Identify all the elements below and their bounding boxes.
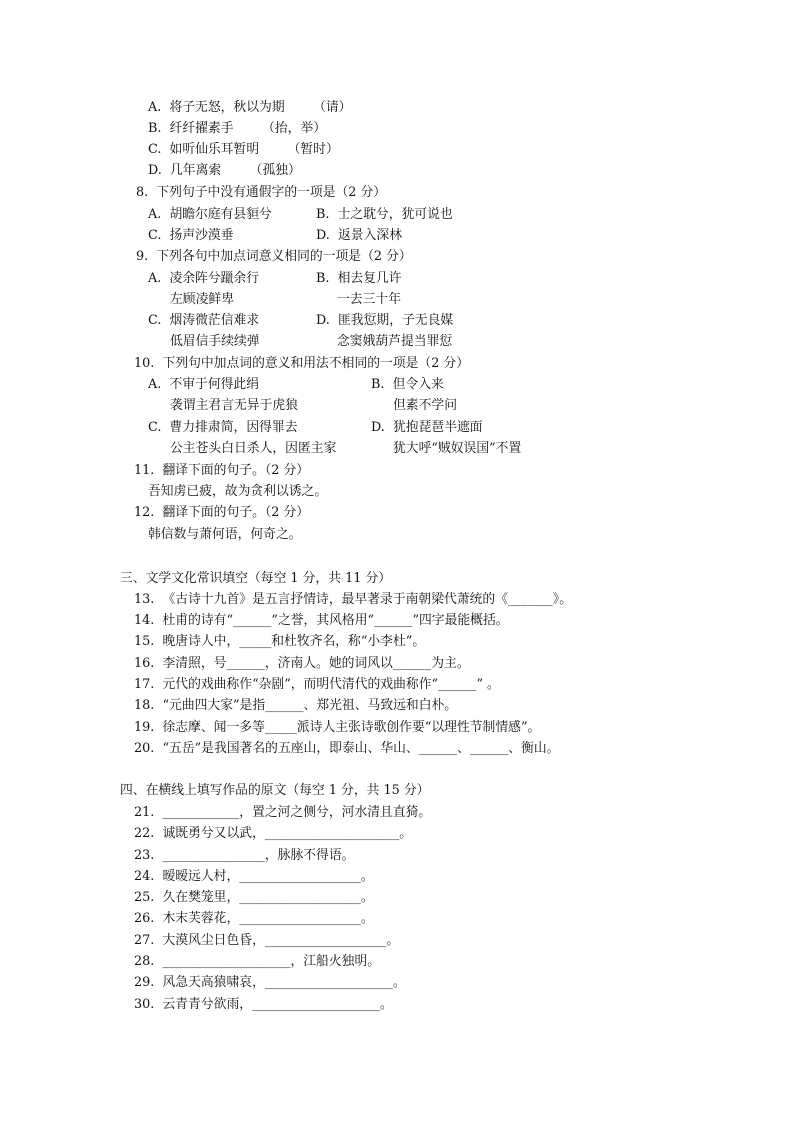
q9-stem: 9. 下列各句中加点词意义相同的一项是（2 分） (136, 249, 412, 264)
q22-recitation: 22. 诚既勇兮又以武，_____________________。 (134, 826, 413, 841)
q12-sentence: 韩信数与萧何语，何奇之。 (148, 527, 302, 542)
q10-option-b-line1: B. 但令入来 (371, 377, 444, 392)
q10-stem: 10. 下列句中加点词的意义和用法不相同的一项是（2 分） (134, 356, 470, 371)
q10-option-c-line2: 公主苍头白日杀人，因匿主家 (170, 441, 337, 456)
q9-option-d-line1: D. 匪我愆期，子无良媒 (316, 313, 454, 328)
q11-sentence: 吾知虏已疲，故为贪利以诱之。 (148, 484, 328, 499)
q10-option-d-line1: D. 犹抱琵琶半遮面 (371, 420, 483, 435)
q28-recitation: 28. ____________________，江船火独明。 (134, 954, 381, 969)
q14-fill-blank: 14. 杜甫的诗有“______”之誉，其风格用“______”四字最能概括。 (134, 613, 509, 628)
q8-option-c: C. 扬声沙漠垂 (148, 228, 234, 243)
q9-option-a-line2: 左顾凌鲜卑 (170, 292, 234, 307)
q7-option-a: A. 将子无怒，秋以为期 （请） (148, 100, 352, 115)
q12-stem: 12. 翻译下面的句子。（2 分） (134, 505, 310, 520)
section-3-title: 三、文学文化常识填空（每空 1 分，共 11 分） (120, 571, 392, 586)
q20-fill-blank: 20. “五岳”是我国著名的五座山，即泰山、华山、______、______、衡山。 (134, 741, 560, 756)
q9-option-a-line1: A. 凌余阵兮躐余行 (148, 271, 260, 286)
q8-option-b: B. 士之耽兮，犹可说也 (316, 207, 453, 222)
q7-option-c: C. 如听仙乐耳暂明 （暂时） (148, 142, 339, 157)
q23-recitation: 23. ________________，脉脉不得语。 (134, 848, 355, 863)
q10-option-b-line2: 但素不学问 (393, 398, 457, 413)
q10-option-d-line2: 犹大呼“贼奴误国”不置 (393, 441, 522, 456)
q10-option-c-line1: C. 曹力排肃简，因得罪去 (148, 420, 298, 435)
q19-fill-blank: 19. 徐志摩、闻一多等_____派诗人主张诗歌创作要“以理性节制情感”。 (134, 720, 541, 735)
q27-recitation: 27. 大漠风尘日色昏，___________________。 (134, 933, 400, 948)
q9-option-c-line1: C. 烟涛微茫信难求 (148, 313, 260, 328)
q11-stem: 11. 翻译下面的句子。（2 分） (134, 463, 310, 478)
q24-recitation: 24. 暧暧远人村，___________________。 (134, 869, 374, 884)
q7-option-d: D. 几年离索 （孤独） (148, 163, 301, 178)
q8-option-a: A. 胡瞻尔庭有县貆兮 (148, 207, 272, 222)
q29-recitation: 29. 风急天高猿啸哀，____________________。 (134, 975, 406, 990)
q25-recitation: 25. 久在樊笼里，___________________。 (134, 890, 374, 905)
section-4-title: 四、在横线上填写作品的原文（每空 1 分，共 15 分） (120, 783, 430, 798)
q15-fill-blank: 15. 晚唐诗人中，_____和杜牧齐名，称“小李杜”。 (134, 634, 426, 649)
q30-recitation: 30. 云青青兮欲雨，____________________。 (134, 997, 393, 1012)
q18-fill-blank: 18. “元曲四大家”是指______、郑光祖、马致远和白朴。 (134, 698, 458, 713)
q26-recitation: 26. 木末芙蓉花，___________________。 (134, 911, 374, 926)
q9-option-c-line2: 低眉信手续续弹 (170, 334, 260, 349)
q9-option-d-line2: 念窦娥葫芦提当罪愆 (337, 334, 453, 349)
q10-option-a-line1: A. 不审于何得此绢 (148, 377, 260, 392)
q16-fill-blank: 16. 李清照，号______，济南人。她的词风以______为主。 (134, 656, 470, 671)
q13-fill-blank: 13. 《古诗十九首》是五言抒情诗，最早著录于南朝梁代萧统的《_______》。 (134, 592, 572, 607)
q7-option-b: B. 纤纤擢素手 （抬，举） (148, 121, 327, 136)
q8-option-d: D. 返景入深林 (316, 228, 402, 243)
q17-fill-blank: 17. 元代的戏曲称作“杂剧”，而明代清代的戏曲称作“______” 。 (134, 677, 500, 692)
q9-option-b-line2: 一去三十年 (337, 292, 401, 307)
q10-option-a-line2: 袭谓主君言无异于虎狼 (170, 398, 298, 413)
q21-recitation: 21. ____________，置之河之侧兮，河水清且直猗。 (134, 805, 432, 820)
q9-option-b-line1: B. 相去复几许 (316, 271, 402, 286)
q8-stem: 8. 下列句子中没有通假字的一项是（2 分） (136, 185, 387, 200)
